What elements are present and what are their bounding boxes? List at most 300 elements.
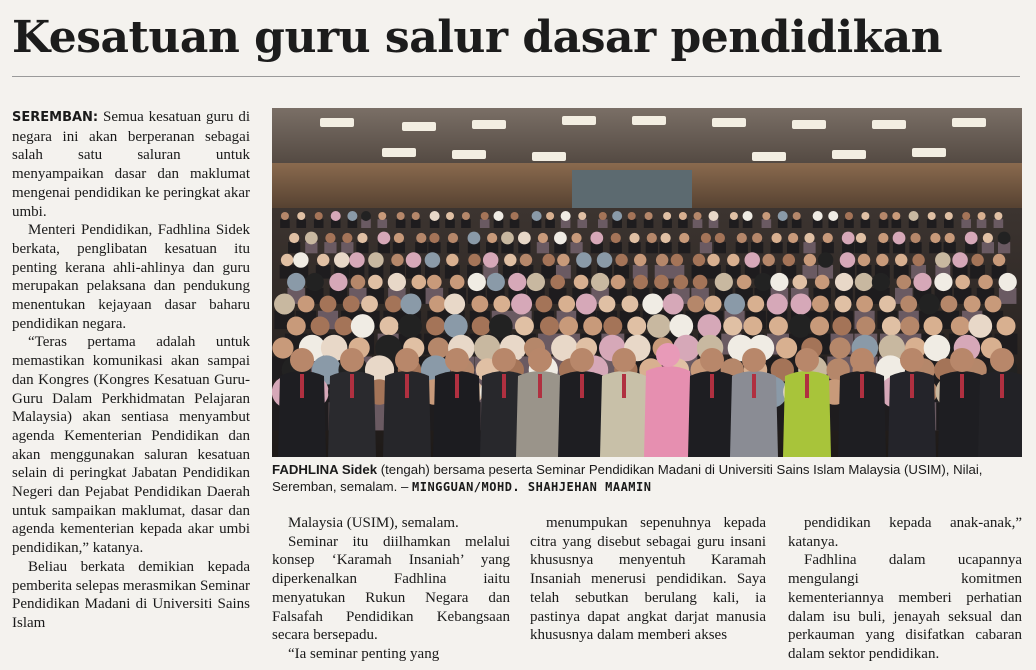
audience-head: [647, 314, 671, 338]
audience-head: [388, 273, 406, 291]
audience-head: [425, 252, 441, 268]
audience-head: [674, 275, 689, 290]
audience-head: [472, 317, 491, 336]
front-row-head: [700, 348, 724, 372]
audience-head: [723, 317, 742, 336]
audience-body: [324, 242, 336, 253]
audience-head: [315, 212, 323, 220]
audience-head: [615, 254, 627, 266]
audience-head: [538, 233, 548, 243]
audience-body: [628, 242, 640, 253]
audience-head: [287, 273, 305, 291]
front-row-head: [900, 348, 924, 372]
audience-head: [656, 254, 668, 266]
audience-head: [815, 275, 830, 290]
audience-head: [343, 296, 360, 313]
audience-body: [927, 219, 937, 228]
ceiling-light: [872, 120, 906, 129]
audience-head: [349, 252, 365, 268]
audience-head: [412, 275, 427, 290]
audience-head: [612, 211, 622, 221]
audience-head: [331, 211, 341, 221]
audience-head: [818, 252, 834, 268]
audience-head: [998, 232, 1011, 245]
audience-body: [944, 219, 954, 228]
ceiling-light: [752, 152, 786, 161]
ceiling-light: [532, 152, 566, 161]
audience-head: [320, 296, 337, 313]
audience-body: [792, 219, 802, 228]
audience-head: [520, 254, 532, 266]
audience-head: [508, 273, 526, 291]
headline-rule: [12, 76, 1020, 77]
audience-head: [679, 233, 689, 243]
audience-head: [994, 212, 1002, 220]
tie: [300, 374, 304, 398]
ceiling-light: [712, 118, 746, 127]
audience-body: [577, 219, 587, 228]
audience-head: [535, 296, 552, 313]
audience-head: [599, 212, 607, 220]
audience-head: [629, 233, 639, 243]
audience-head: [446, 212, 454, 220]
audience-head: [727, 254, 739, 266]
audience-head: [952, 252, 968, 268]
audience-head: [880, 212, 888, 220]
audience-head: [378, 232, 391, 245]
audience-head: [305, 232, 318, 245]
audience-body: [787, 242, 799, 253]
audience-head: [622, 296, 639, 313]
audience-head: [978, 212, 986, 220]
audience-head: [634, 254, 646, 266]
audience-head: [810, 317, 829, 336]
audience-head: [633, 275, 648, 290]
audience-head: [426, 317, 445, 336]
audience-head: [603, 317, 622, 336]
audience-body: [762, 219, 772, 228]
audience-head: [597, 252, 613, 268]
audience-head: [737, 233, 747, 243]
audience-head: [964, 296, 981, 313]
headline: Kesatuan guru salur dasar pendidikan: [12, 12, 943, 63]
tie: [1000, 374, 1004, 398]
audience-body: [598, 219, 608, 228]
audience-body: [909, 242, 921, 253]
audience-head: [983, 233, 993, 243]
audience-head: [707, 254, 719, 266]
audience-head: [934, 273, 952, 291]
audience-head: [893, 232, 906, 245]
audience-body: [341, 242, 353, 253]
audience-body: [445, 219, 455, 228]
paragraph-8: menumpukan sepenuhnya kepada citra yang disebut sebagai guru insani khususnya menyentuh Karamah Insaniah menerusi pendidikan. Saya telah sebutkan berulang kali, ia pastinya dapat angkat darjat manusia khususnya dalam memberi akses: [530, 515, 766, 644]
tie: [350, 374, 354, 398]
audience-body: [627, 219, 637, 228]
audience-head: [462, 212, 470, 220]
audience-head: [687, 296, 704, 313]
audience-head: [493, 211, 503, 221]
ceiling-light: [952, 118, 986, 127]
audience-head: [325, 233, 335, 243]
audience-head: [311, 317, 330, 336]
audience-head: [444, 294, 465, 315]
audience-head: [397, 212, 405, 220]
audience-head: [752, 233, 762, 243]
audience-head: [856, 317, 875, 336]
front-row-head: [340, 348, 364, 372]
audience-head: [962, 212, 970, 220]
audience-head: [792, 275, 807, 290]
audience-head: [913, 273, 931, 291]
audience-body: [659, 242, 671, 253]
audience-head: [298, 296, 315, 313]
ceiling-light: [912, 148, 946, 157]
audience-body: [486, 242, 498, 253]
paragraph-7: “Ia seminar penting yang: [288, 645, 440, 662]
paragraph-5: Malaysia (USIM), semalam.: [288, 515, 459, 531]
caption-name: FADHLINA Sidek: [272, 462, 378, 477]
audience-head: [446, 254, 458, 266]
audience-head: [546, 212, 554, 220]
audience-head: [999, 273, 1017, 291]
paragraph-2: Menteri Pendidikan, Fadhlina Sidek berkata, penglibatan kesatuan itu penting kerana ahli-ahlinya dan guru merupakan pelaksana dan pendukung menentukan kejayaan dasar baharu pendidikan negara.: [12, 222, 250, 332]
ceiling-light: [472, 120, 506, 129]
audience-head: [342, 233, 352, 243]
audience-head: [693, 275, 708, 290]
audience-head: [730, 212, 738, 220]
audience-head: [561, 211, 571, 221]
audience-head: [968, 314, 992, 338]
audience-head: [380, 317, 399, 336]
tie: [622, 374, 626, 398]
audience-head: [429, 233, 439, 243]
paragraph-10: Fadhlina dalam ucapannya mengulangi komitmen kementeriannya memberi perhatian dalam isu buli, jenayah seksual dan perkauman yang disifatkan cabaran dalam sektor pendidikan.: [788, 552, 1022, 662]
article-column-3: [530, 514, 766, 645]
front-row-head: [950, 348, 974, 372]
audience-body: [803, 242, 815, 253]
audience-body: [977, 219, 987, 228]
audience-head: [493, 296, 510, 313]
front-row-head: [990, 348, 1014, 372]
paragraph-1: [12, 108, 250, 221]
tie: [502, 374, 506, 398]
ceiling-light: [402, 122, 436, 131]
audience-head: [769, 317, 788, 336]
audience-head: [306, 273, 324, 291]
audience-head: [900, 317, 919, 336]
photo-credit: MINGGUAN/MOHD. SHAHJEHAN MAAMIN: [412, 480, 652, 494]
audience-head: [272, 337, 293, 358]
audience-body: [314, 219, 324, 228]
audience-head: [448, 233, 458, 243]
front-row-head: [612, 348, 636, 372]
tie: [752, 374, 756, 398]
audience-head: [715, 233, 725, 243]
audience-body: [961, 219, 971, 228]
tie: [960, 374, 964, 398]
audience-head: [924, 335, 951, 362]
audience-head: [900, 296, 917, 313]
audience-head: [527, 273, 545, 291]
audience-head: [912, 254, 924, 266]
audience-head: [351, 275, 366, 290]
audience-head: [590, 232, 603, 245]
audience-head: [855, 273, 873, 291]
audience-head: [910, 233, 920, 243]
audience-head: [737, 275, 752, 290]
audience-head: [416, 233, 426, 243]
audience-head: [557, 254, 569, 266]
audience-head: [361, 211, 371, 221]
audience-body: [428, 242, 440, 253]
ceiling-light: [320, 118, 354, 127]
front-row-head: [742, 348, 766, 372]
audience-body: [994, 219, 1004, 228]
audience-body: [461, 219, 471, 228]
article-column-1: [12, 108, 250, 633]
audience-head: [985, 296, 1002, 313]
audience-head: [679, 212, 687, 220]
audience-head: [993, 254, 1005, 266]
audience-head: [511, 294, 532, 315]
audience-head: [879, 296, 896, 313]
audience-body: [411, 219, 421, 228]
audience-head: [317, 254, 329, 266]
audience-head: [518, 232, 531, 245]
audience-head: [861, 212, 869, 220]
audience-head: [540, 317, 559, 336]
audience-head: [576, 252, 592, 268]
audience-head: [647, 233, 657, 243]
audience-head: [776, 337, 797, 358]
audience-body: [861, 219, 871, 228]
audience-head: [697, 314, 721, 338]
audience-head: [627, 317, 646, 336]
audience-body: [396, 219, 406, 228]
audience-body: [570, 242, 582, 253]
audience-head: [663, 212, 671, 220]
audience-head: [878, 233, 888, 243]
audience-head: [705, 296, 722, 313]
audience-head: [876, 254, 888, 266]
audience-head: [835, 296, 852, 313]
paragraph-9: pendidikan kepada anak-anak,” katanya.: [788, 515, 1022, 550]
audience-body: [736, 242, 748, 253]
audience-body: [770, 242, 782, 253]
audience-head: [368, 275, 383, 290]
audience-head: [856, 233, 866, 243]
audience-head: [754, 273, 772, 291]
audience-head: [951, 317, 970, 336]
audience-body: [892, 219, 902, 228]
audience-head: [412, 212, 420, 220]
audience-body: [678, 242, 690, 253]
tie: [455, 374, 459, 398]
audience-head: [334, 252, 350, 268]
dateline: SEREMBAN:: [12, 110, 99, 125]
audience-head: [444, 314, 468, 338]
ceiling-light: [632, 116, 666, 125]
tie: [910, 374, 914, 398]
audience-body: [662, 219, 672, 228]
tie: [860, 374, 864, 398]
audience-head: [281, 254, 293, 266]
paragraph-3: “Teras pertama adalah untuk memastikan komunikasi akan sampai dan Kongres (Kongres Kesatuan Guru-Guru Dalam Perkhidmatan Pelajaran Malaysia) akan sentiasa menyambut agenda Kementerian Pendidikan dan akan menggunakan saluran kesatuan selain di peringkat Jabatan Pendidikan Negeri dan Pejabat Pendidikan Daerah untuk sampaikan maklumat, dasar dan agenda kementerian kepada akar umbi pendidikan,” katanya.: [12, 334, 250, 557]
audience-head: [778, 211, 788, 221]
audience-head: [835, 273, 853, 291]
audience-head: [450, 275, 465, 290]
audience-body: [280, 219, 290, 228]
front-row-head: [570, 348, 594, 372]
audience-body: [537, 242, 549, 253]
audience-head: [329, 273, 347, 291]
audience-head: [578, 212, 586, 220]
ceiling-light: [452, 150, 486, 159]
audience-head: [471, 296, 488, 313]
audience-head: [289, 233, 299, 243]
audience-head: [804, 254, 816, 266]
audience-head: [558, 296, 575, 313]
audience-head: [812, 296, 829, 313]
audience-head: [813, 211, 823, 221]
audience-head: [694, 212, 702, 220]
front-row-head: [290, 348, 314, 372]
audience-body: [646, 242, 658, 253]
audience-body: [944, 242, 956, 253]
audience-body: [700, 242, 712, 253]
audience-body: [802, 265, 817, 279]
audience-head: [762, 254, 774, 266]
audience-head: [919, 294, 940, 315]
audience-head: [430, 211, 440, 221]
audience-body: [844, 219, 854, 228]
audience-head: [571, 233, 581, 243]
audience-head: [715, 273, 733, 291]
front-row-head: [795, 348, 819, 372]
audience-head: [762, 212, 770, 220]
audience-body: [296, 219, 306, 228]
audience-head: [804, 233, 814, 243]
audience-body: [982, 242, 994, 253]
audience-head: [351, 314, 375, 338]
tie: [405, 374, 409, 398]
audience-head: [971, 254, 983, 266]
audience-head: [793, 212, 801, 220]
audience-head: [945, 212, 953, 220]
audience-head: [501, 232, 514, 245]
audience-body: [729, 219, 739, 228]
audience-head: [391, 254, 403, 266]
audience-head: [661, 233, 671, 243]
audience-head: [297, 212, 305, 220]
audience-head: [511, 212, 519, 220]
audience-head: [583, 317, 602, 336]
audience-head: [515, 317, 534, 336]
audience-head: [828, 211, 838, 221]
audience-head: [788, 233, 798, 243]
article-column-2: [272, 514, 510, 664]
ceiling-light: [562, 116, 596, 125]
ceiling-light: [832, 150, 866, 159]
audience-head: [767, 294, 788, 315]
audience-head: [701, 233, 711, 243]
audience-head: [611, 275, 626, 290]
audience-head: [663, 294, 684, 315]
audience-head: [335, 317, 354, 336]
audience-head: [481, 212, 489, 220]
audience-head: [487, 273, 505, 291]
audience-head: [829, 337, 850, 358]
audience-body: [610, 242, 622, 253]
audience-head: [645, 212, 653, 220]
audience-head: [924, 317, 943, 336]
front-row-head: [395, 348, 419, 372]
audience-head: [842, 232, 855, 245]
audience-head: [483, 252, 499, 268]
audience-head: [361, 296, 378, 313]
audience-head: [747, 296, 764, 313]
audience-head: [832, 317, 851, 336]
audience-body: [356, 242, 368, 253]
audience-head: [935, 252, 951, 268]
audience-body: [855, 242, 867, 253]
audience-head: [611, 233, 621, 243]
audience-head: [429, 296, 446, 313]
audience-head: [574, 275, 589, 290]
audience-head: [357, 233, 367, 243]
audience-head: [955, 275, 970, 290]
audience-head: [945, 233, 955, 243]
audience-head: [743, 317, 762, 336]
audience-head: [845, 212, 853, 220]
front-row-person: [644, 366, 692, 457]
audience-body: [929, 242, 941, 253]
paragraph-4: Beliau berkata demikian kepada pemberita selepas merasmikan Seminar Pendidikan Madani di Universiti Sains Islam: [12, 558, 250, 631]
audience-body: [751, 242, 763, 253]
audience-head: [858, 254, 870, 266]
audience-head: [856, 296, 873, 313]
audience-head: [895, 254, 907, 266]
audience-head: [468, 273, 486, 291]
audience-head: [823, 233, 833, 243]
audience-head: [872, 273, 890, 291]
caption-text: (tengah) bersama peserta Seminar Pendidikan Madani di Universiti Sains Islam Malaysia (USIM), Nilai, Seremban, semalam. –: [272, 462, 983, 494]
audience-body: [693, 219, 703, 228]
audience-head: [378, 212, 386, 220]
audience-head: [487, 233, 497, 243]
article-column-4: [788, 514, 1022, 664]
audience-head: [928, 212, 936, 220]
front-row-head: [528, 348, 552, 372]
audience-body: [510, 219, 520, 228]
paragraph-1-text: Semua kesatuan guru di negara ini akan berperanan sebagai salah satu saluran untuk menyampaikan dasar dan maklumat mengenai pendidikan ke peringkat akar umbi.: [12, 109, 251, 220]
audience-body: [879, 219, 889, 228]
front-row-head: [656, 343, 680, 367]
audience-head: [642, 294, 663, 315]
front-row-head: [850, 348, 874, 372]
audience-body: [393, 242, 405, 253]
audience-head: [654, 275, 669, 290]
audience-head: [599, 296, 616, 313]
news-photo: [272, 108, 1022, 457]
audience-head: [406, 252, 422, 268]
ceiling-light: [792, 120, 826, 129]
audience-head: [965, 232, 978, 245]
audience-body: [714, 242, 726, 253]
audience-head: [791, 294, 812, 315]
audience-body: [480, 219, 490, 228]
